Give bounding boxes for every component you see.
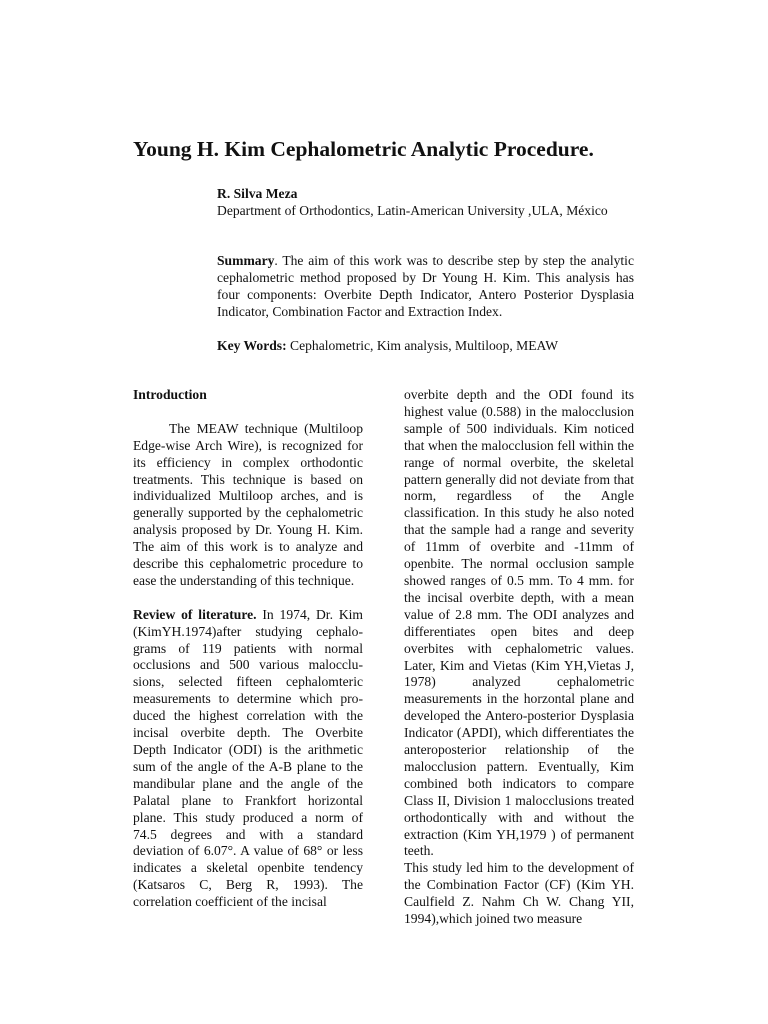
author-name: R. Silva Meza	[217, 186, 298, 201]
review-heading: Review of literature.	[133, 606, 257, 622]
right-column	[404, 387, 634, 928]
right-paragraph-1: overbite depth and the ODI found its highest value (0.588) in the malocclusion sample of 500 individuals. Kim noticed that when the malocclusion fell within the range of normal overbite, the skeletal pattern generally did not deviate from that norm, regardless of the Angle classification. In this study he also noted that the sample had a range and severity of 11mm of overbite and -11mm of openbite. The normal occlusion sample showed ranges of 0.5 mm. To 4 mm. for the incisal overbite depth, with a mean value of 2.8 mm. The ODI analyzes and differentiates open bites and deep overbites with cephalometric values. Later, Kim and Vietas (Kim YH,Vietas J, 1978) analyzed cephalometric measurements in the horzontal plane and developed the Antero-posterior Dysplasia Indicator (APDI), which differentiates the anteroposterior relationship of the malocclusion pattern. Eventually, Kim combined both indicators to compare Class II, Division 1 malocclusions treated orthodontically with and without the extraction (Kim YH,1979 ) of permanent teeth.	[404, 387, 634, 859]
introduction-paragraph: The MEAW technique (Multiloop Edge-wise Arch Wire), is recognized for its efficiency in complex orthodontic treatments. This technique is based on individualized Multiloop arches, and is generally supported by the cephalometric analysis proposed by Dr. Young H. Kim. The aim of this work is to analyze and describe this cephalometric procedure to ease the understanding of this technique.	[133, 420, 363, 588]
summary-label: Summary	[217, 253, 275, 268]
right-paragraph-2: This study led him to the development of the Combination Factor (CF) (Kim YH. Caulfield Z. Nahm Ch W. Chang YII, 1994),which joined two measure	[404, 860, 634, 927]
author-affiliation: Department of Orthodontics, Latin-American University ,ULA, México	[217, 203, 608, 218]
keywords-label: Key Words:	[217, 338, 287, 353]
keywords-text: Cephalometric, Kim analysis, Multiloop, MEAW	[286, 338, 559, 353]
review-paragraph	[133, 607, 363, 911]
introduction-heading: Introduction	[133, 387, 207, 402]
summary-text: . The aim of this work was to describe step by step the analytic cephalometric method proposed by Dr Young H. Kim. This analysis has four components: Overbite Depth Indicator, Antero Posterior Dysplasia Indicator, Combination Factor and Extraction Index.	[217, 253, 634, 319]
review-text: In 1974, Dr. Kim (KimYH.1974)after studying cephalograms of 119 patients with normal occlusions and 500 various malocclusions, selected fifteen cephalomteric measurements to determine which produced the highest correlation with the incisal overbite depth. The Overbite Depth Indicator (ODI) is the arithmetic sum of the angle of the A-B plane to the mandibular plane and the angle of the Palatal plane to Frankfort horizontal plane. This study produced a norm of 74.5 degrees and with a standard deviation of 6.07°. A value of 68° or less indicates a skeletal openbite tendency (Katsaros C, Berg R, 1993). The correlation coefficient of the incisal	[133, 606, 363, 910]
summary-paragraph	[217, 252, 634, 320]
author-block	[217, 185, 608, 219]
paper-title: Young H. Kim Cephalometric Analytic Procedure.	[133, 137, 594, 161]
left-column	[133, 387, 363, 911]
keywords-line	[217, 337, 558, 354]
